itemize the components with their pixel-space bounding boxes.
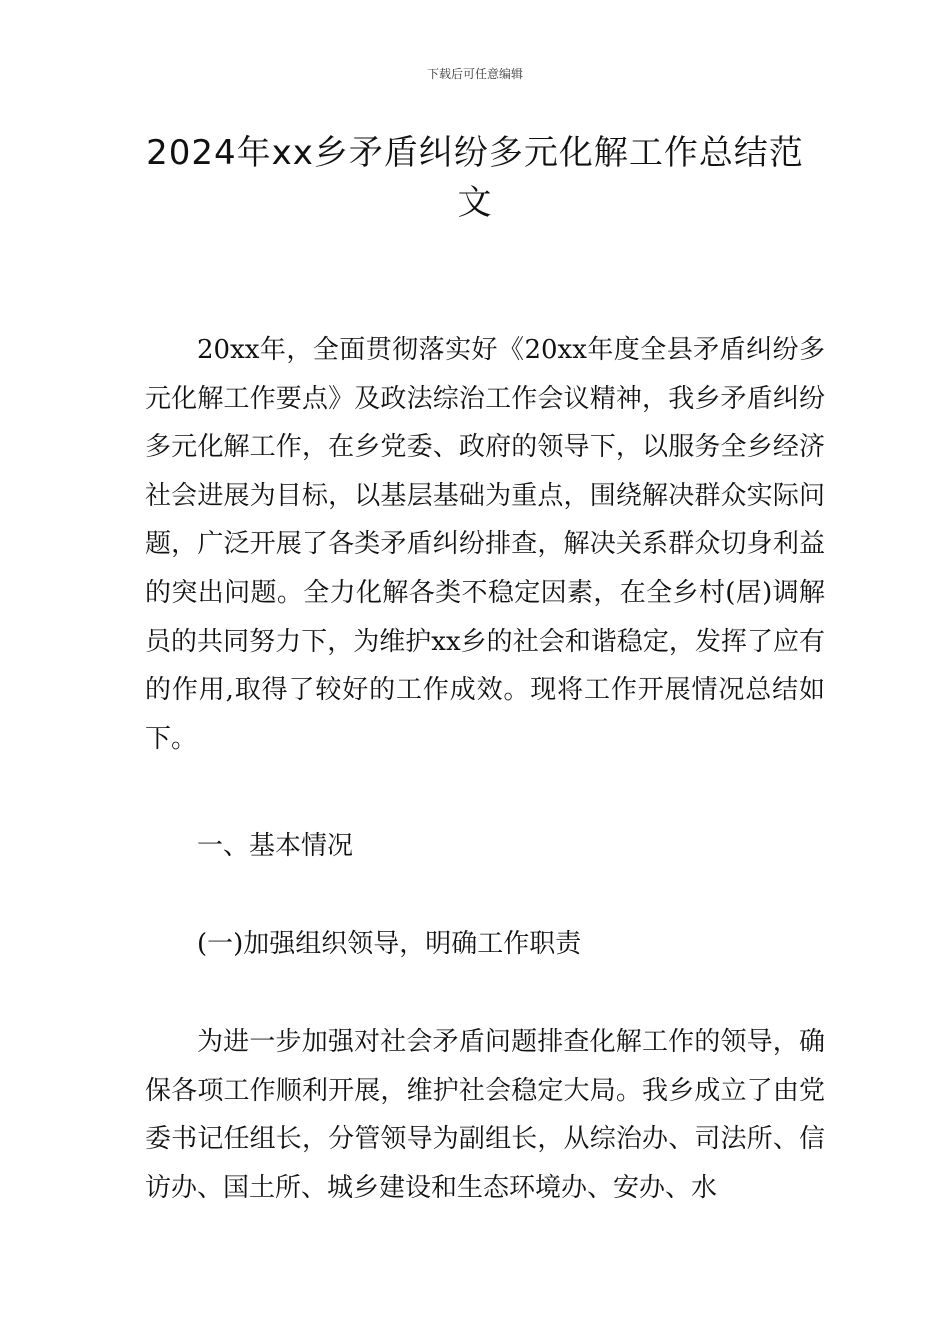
document-title: 2024年xx乡矛盾纠纷多元化解工作总结范文 xyxy=(146,133,804,223)
paragraph-intro-text: 20xx年，全面贯彻落实好《20xx年度全县矛盾纠纷多元化解工作要点》及政法综治工作会议精神，我乡矛盾纠纷多元化解工作，在乡党委、政府的领导下，以服务全乡经济社会进展为目标，以基层基础为重点，围绕解决群众实际问题，广泛开展了各类矛盾纠纷排查，解决关系群众切身利益的突出问题。全力化解各类不稳定因素，在全乡村(居)调解员的共同努力下，为维护xx乡的社会和谐稳定，发挥了应有的作用,取得了较好的工作成效。现将工作开展情况总结如下。 xyxy=(145,335,825,754)
header-note: 下载后可任意编辑 xyxy=(426,67,523,81)
paragraph-organization-text: 为进一步加强对社会矛盾问题排查化解工作的领导，确保各项工作顺利开展，维护社会稳定大局。我乡成立了由党委书记任组长，分管领导为副组长，从综治办、司法所、信访办、国土所、城乡建设和生态环境办、安办、水 xyxy=(145,1027,825,1203)
subsection-heading-organization xyxy=(145,920,825,969)
paragraph-intro xyxy=(145,326,825,763)
subsection-heading-text: (一)加强组织领导，明确工作职责 xyxy=(197,929,582,959)
section-heading-text: 一、基本情况 xyxy=(197,831,354,861)
paragraph-organization xyxy=(145,1018,825,1212)
section-heading-basic-situation xyxy=(145,822,825,871)
